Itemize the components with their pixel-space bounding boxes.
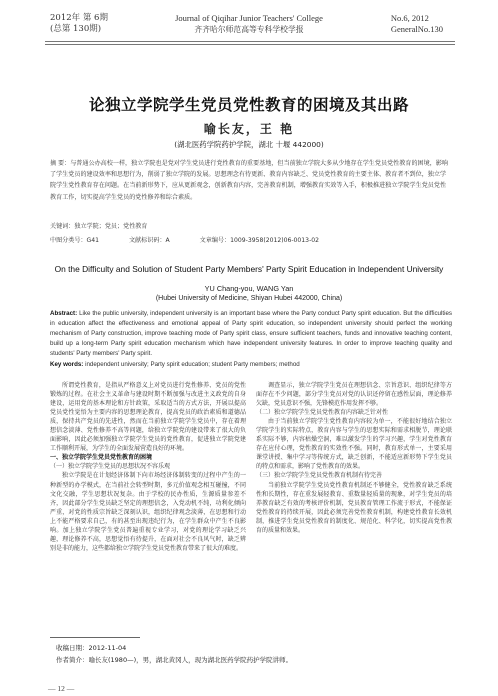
article-title: 论独立学院学生党员党性教育的困境及其出路 (88, 96, 409, 114)
body-column-right (256, 381, 452, 631)
subsection-heading: （三）独立学院学生党员党性教育机制有待完善 (256, 472, 383, 480)
body-paragraph: 由于当前独立学院学生党性教育内容较为单一，不能很好地结合独立学院学生的实际特点，教育内容与学生的思想实际和需求相脱节，理论联系实际不够，内容枯燥空洞，难以激发学生的学习兴趣，学生对党性教育存在应付心理，党性教育的实效性不强。同时，教育形式单一，主要采用课堂讲授、集中学习等传统方式，缺乏创新，不能适应新形势下学生党员的特点和需求，影响了党性教育的效果。 (256, 418, 452, 471)
issue-total: (总第 130期) (50, 24, 102, 34)
doc-code: 文献标识码：A (128, 237, 170, 244)
body-paragraph: 当前独立学院学生党员党性教育机制还不够健全，党性教育缺乏系统性和长期性，存在重发展轻教育、重数量轻质量的现象，对学生党员的培养教育缺乏有效的考核评价机制，党员教育管理工作流于形式，不能保证党性教育的持续开展，因此必须完善党性教育机制，构建党性教育长效机制，推进学生党员党性教育的制度化、规范化、科学化，切实提高党性教育的质量和效果。 (256, 481, 452, 534)
subsection-heading: （二）独立学院学生党员党性教育内容缺乏针对性 (256, 409, 389, 417)
header-rule-bottom (45, 44, 455, 45)
body-paragraph: 独立学院是在计划经济体制下向市场经济体制转变的过程中产生的一种新型的办学模式，在当前社会转型时期，多元价值观念相互碰撞，不同文化交融，学生思想状况复杂。由于学校的民办性质，生源质量参差不齐，因此部分学生党员缺乏坚定的理想信念，入党动机不纯，功利化倾向严重，对党的性质宗旨缺乏深刻认识，组织纪律观念淡薄，在思想和行动上不能严格要求自己，有的甚至出现违纪行为，在学生群众中产生不良影响。加上独立学院学生党员普遍重视专业学习，对党的理论学习缺乏兴趣，理论修养不高，思想觉悟有待提升，在面对社会不良风气时，缺乏辨别是非的能力，这些都给独立学院学生党员党性教育带来了很大的难度。 (50, 472, 246, 552)
keywords-text: independent university; Party spirit education; student Party members; method (85, 361, 300, 368)
body-paragraph: 所谓党性教育，是指从严格意义上对党员进行党性修养、党员的党性锻炼的过程。在社会主义革命与建设时期不断加强与改进主义政党的自身建设，运用党的基本理论和方针政策，采取适当的方式方法，开展以提高党员党性觉悟为主要内容的思想理论教育，提高党员的政治素质和道德品质，保持共产党员的先进性，然而在当前独立学院学生党员中，存在着理想信念淡薄、党性修养不高等问题，给独立学院党的建设带来了很大的负面影响，因此必须加强独立学院学生党员的党性教育，促进独立学院党建工作顺利开展，为学生的全面发展营造良好的环境。 (50, 382, 246, 453)
header-rule-top (45, 41, 455, 42)
journal-number (391, 13, 443, 35)
abstract-text: Like the public university, independent university is an important base where the Party conduct Party spirit education. But the difficulties in education affect the effectiveness and emotional appeal of Party spirit education, so independent university should perfect the working mechanism of Party construction, improve teaching mode of Party spirit class, ensure sufficient teachers, funds and innovative teaching content, build up a long-term Party spirit education mechanism which have independent university features. In order to improve teaching quality and students' Party members' Party spirit. (50, 310, 452, 358)
classification-line (50, 236, 450, 246)
body-column-left (50, 381, 246, 631)
journal-number-year: No.6, 2012 (390, 13, 429, 23)
author-bio: 作者简介：喻长友(1980—)，男，湖北黄冈人，现为湖北医药学院药护学院讲师。 (56, 656, 293, 664)
received-date: 收稿日期：2012-11-04 (56, 644, 127, 652)
article-authors: 喻长友，王 艳 (203, 122, 295, 136)
subsection-heading: （一）独立学院学生党员的思想状况不容乐观 (50, 463, 171, 471)
journal-name-en: Journal of Qiqihar Junior Teachers' College (175, 13, 323, 23)
english-authors: YU Chang-you, WANG Yan (204, 284, 294, 293)
article-affiliation: (湖北医药学院药护学院，湖北 十堰 442000) (174, 140, 324, 149)
page-number: — 12 — (48, 684, 75, 693)
english-abstract (50, 309, 452, 359)
journal-general-number: GeneralNo.130 (390, 24, 443, 34)
article-id: 文章编号：1009-3958(2012)06-0013-02 (199, 237, 320, 244)
abstract-cn: 摘 要：与普通公办高校一样，独立学院也是党对学生党员进行党性教育的重要基地，但当前独立学院大多从少地存在学生党员党性教育的困境，影响了学生党员的建设效率和思想行为，削弱了独立学院的发展。思想理念有待更新、教育内容缺乏、党员党性教育的主要主体、教育者不到位，独立学院学生党性教育存在问题。在当前新形势下，应从更新观念，创新教育内容，完善教育机制，增强教育实效等入手，积极推进独立学院学生党员党性教育工作，切实提高学生党员的党性修养和综合素质。 (50, 160, 449, 201)
body-paragraph: 调查显示，独立学院学生党员在理想信念、宗旨意识、组织纪律等方面存在不少问题，部分学生党员对党的认识还停留在感性层面，理论修养欠缺，党员意识不强，先锋模范作用发挥不够。 (256, 382, 452, 408)
english-title: On the Difficulty and Solution of Student Party Members' Party Spirit Education in Independent University (54, 264, 444, 274)
class-number: 中图分类号：G41 (50, 237, 100, 244)
english-keywords (50, 360, 452, 370)
abstract-label: Abstract: (50, 310, 78, 317)
keywords-cn: 关键词：独立学院；党员；党性教育 (50, 223, 148, 230)
keywords-label: Key words: (50, 361, 84, 368)
section-heading: 一、独立学院学生党员党性教育的困境 (50, 454, 153, 462)
journal-name-cn: 齐齐哈尔师范高等专科学校学报 (194, 25, 304, 34)
english-affiliation: (Hubei University of Medicine, Shiyan Hubei 442000, China) (155, 295, 343, 302)
footnote-rule (50, 637, 140, 638)
issue-number: 2012年 第 6期 (50, 13, 108, 23)
